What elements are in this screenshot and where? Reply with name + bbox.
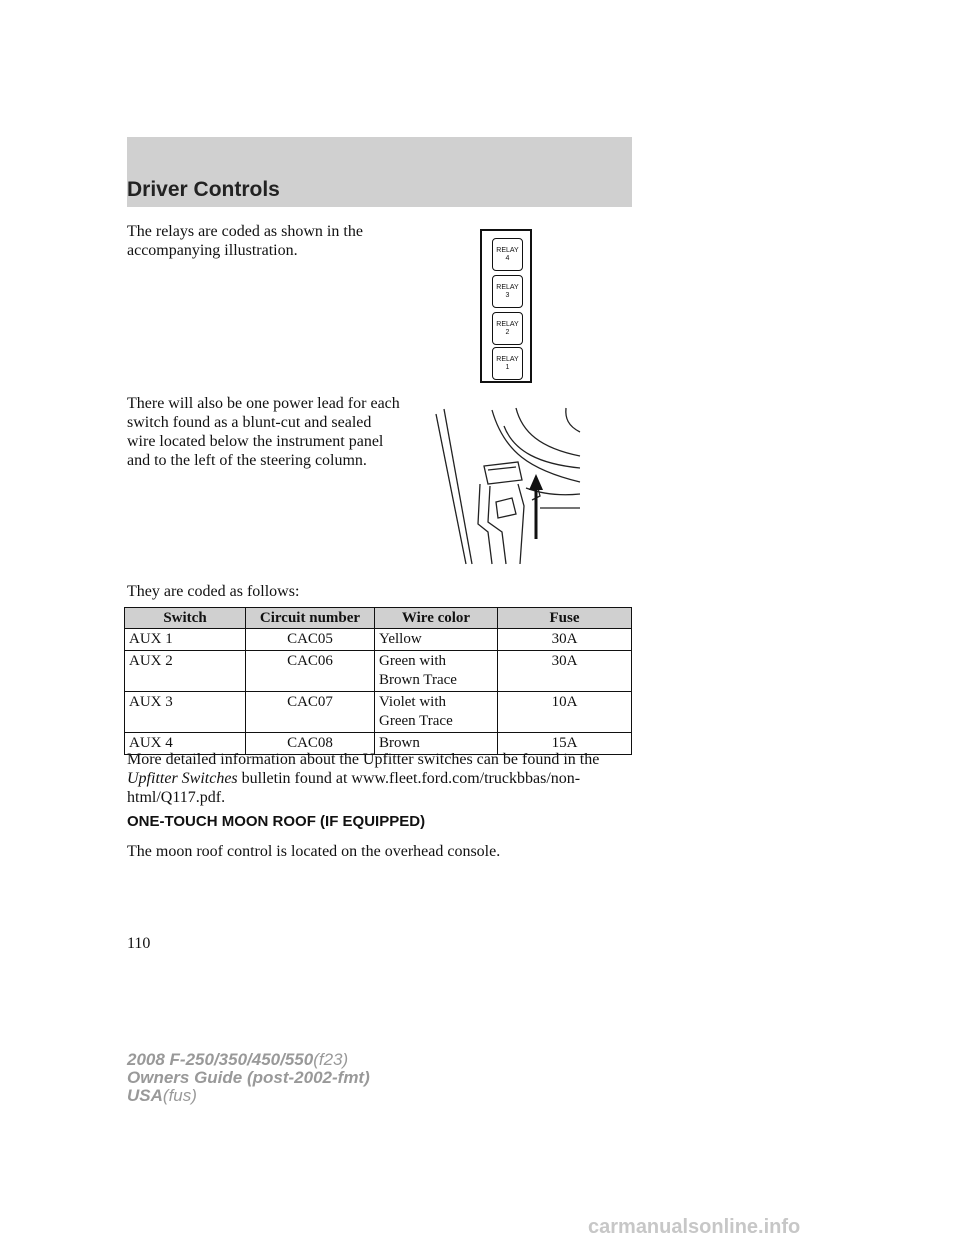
cell-switch: AUX 4 — [125, 733, 246, 755]
section-heading: ONE-TOUCH MOON ROOF (IF EQUIPPED) — [127, 813, 426, 830]
relay-label: RELAY — [496, 355, 519, 363]
header-wire-color: Wire color — [375, 608, 498, 629]
relay-label: RELAY — [496, 246, 519, 254]
relay-number: 4 — [505, 254, 510, 262]
more-info-paragraph — [127, 750, 647, 807]
footer-guide: Owners Guide (post-2002-fmt) — [127, 1068, 370, 1087]
relay-panel-illustration — [480, 229, 532, 383]
relay-1 — [492, 347, 523, 380]
relay-4 — [492, 238, 523, 271]
watermark: carmanualsonline.info — [588, 1216, 801, 1238]
cell-switch: AUX 2 — [125, 651, 246, 692]
relay-number: 2 — [505, 328, 510, 336]
wire-line: Brown — [379, 735, 420, 751]
moon-roof-paragraph: The moon roof control is located on the overhead console. — [127, 843, 501, 860]
document-footer — [127, 1051, 370, 1105]
cell-fuse: 15A — [498, 733, 632, 755]
power-lead-paragraph: There will also be one power lead for each switch found as a blunt-cut and sealed wire located below the instrument panel and to the left of the steering column. — [127, 395, 400, 469]
page-title: Driver Controls — [127, 178, 280, 201]
relay-number: 3 — [505, 291, 510, 299]
cell-fuse: 10A — [498, 692, 632, 733]
cell-fuse: 30A — [498, 651, 632, 692]
cell-circuit: CAC05 — [246, 629, 375, 651]
header-fuse: Fuse — [498, 608, 632, 629]
wire-line: Brown Trace — [379, 672, 457, 688]
relays-paragraph: The relays are coded as shown in the accompanying illustration. — [127, 223, 363, 259]
cell-wire-color — [375, 651, 498, 692]
wire-line: Yellow — [379, 631, 422, 647]
relay-3 — [492, 275, 523, 308]
cell-circuit: CAC07 — [246, 692, 375, 733]
footer-model: 2008 F-250/350/450/550 — [127, 1050, 314, 1069]
relay-label: RELAY — [496, 320, 519, 328]
relay-label: RELAY — [496, 283, 519, 291]
header-circuit: Circuit number — [246, 608, 375, 629]
cell-circuit: CAC08 — [246, 733, 375, 755]
wire-line: Green Trace — [379, 713, 453, 729]
cell-wire-color — [375, 629, 498, 651]
table-row — [125, 692, 632, 733]
upfitter-switches-title: Upfitter Switches — [127, 770, 238, 787]
header-switch: Switch — [125, 608, 246, 629]
page-number: 110 — [127, 935, 151, 952]
relay-2 — [492, 312, 523, 345]
cell-circuit: CAC06 — [246, 651, 375, 692]
cell-fuse: 30A — [498, 629, 632, 651]
table-row — [125, 629, 632, 651]
more-info-text: More detailed information about the Upfitter switches can be found in the — [127, 751, 600, 768]
wire-line: Green with — [379, 653, 447, 669]
footer-region-code: (fus) — [162, 1086, 197, 1105]
footer-model-code: (f23) — [313, 1050, 349, 1069]
coded-paragraph: They are coded as follows: — [127, 583, 300, 600]
steering-column-illustration — [432, 404, 582, 569]
more-info-text-end: bulletin found at www.fleet.ford.com/truckbbas/non-html/Q117.pdf. — [127, 770, 581, 806]
cell-wire-color — [375, 692, 498, 733]
upfitter-switch-table — [124, 607, 632, 755]
footer-region: USA — [127, 1086, 163, 1105]
table-row — [125, 651, 632, 692]
relay-number: 1 — [505, 363, 510, 371]
cell-switch: AUX 1 — [125, 629, 246, 651]
table-header-row — [125, 608, 632, 629]
wire-line: Violet with — [379, 694, 447, 710]
cell-switch: AUX 3 — [125, 692, 246, 733]
